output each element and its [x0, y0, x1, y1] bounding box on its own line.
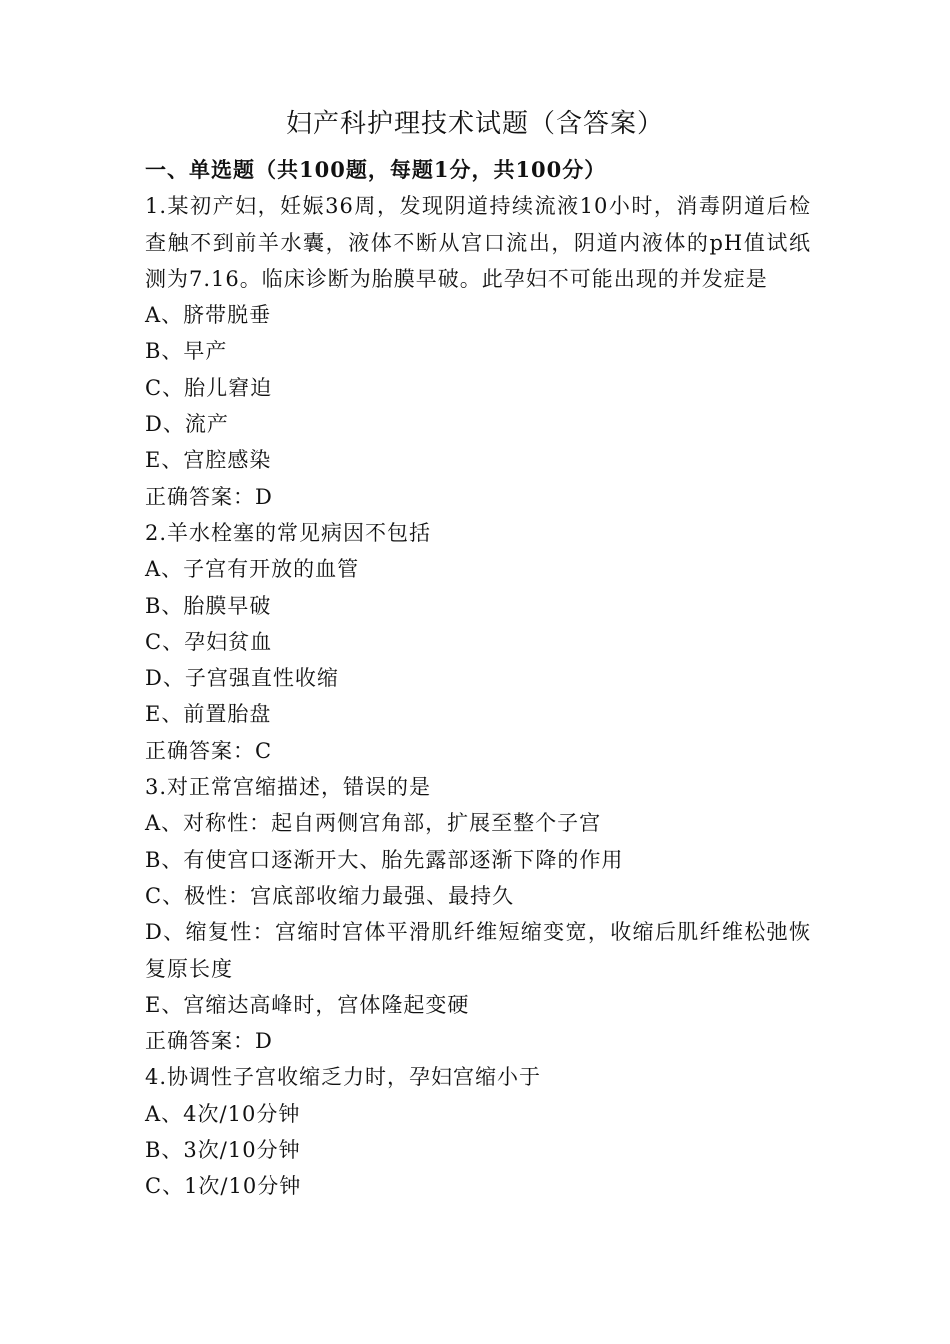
document-body: [145, 152, 811, 1205]
answer-option: C、1次/10分钟: [145, 1174, 302, 1199]
question-stem: 3.对正常宫缩描述，错误的是: [145, 775, 432, 800]
correct-answer: 正确答案：D: [145, 1029, 273, 1054]
answer-option: E、宫腔感染: [145, 448, 272, 473]
correct-answer: 正确答案：D: [145, 484, 273, 509]
answer-option: D、缩复性：宫缩时宫体平滑肌纤维短缩变宽，收缩后肌纤维松弛恢复原长度: [145, 920, 811, 981]
question-block: [145, 188, 811, 515]
document-title: 妇产科护理技术试题（含答案）: [285, 109, 664, 139]
question-block: [145, 1059, 811, 1204]
answer-option: A、子宫有开放的血管: [145, 557, 360, 582]
answer-option: E、前置胎盘: [145, 702, 272, 727]
question-block: [145, 515, 811, 769]
answer-option: D、子宫强直性收缩: [145, 666, 339, 691]
answer-option: A、脐带脱垂: [145, 303, 272, 328]
answer-option: A、4次/10分钟: [145, 1101, 301, 1126]
question-stem: 4.协调性子宫收缩乏力时，孕妇宫缩小于: [145, 1065, 542, 1090]
answer-option: B、有使宫口逐渐开大、胎先露部逐渐下降的作用: [145, 847, 624, 872]
question-block: [145, 769, 811, 1059]
question-stem: 1.某初产妇，妊娠36周，发现阴道持续流液10小时，消毒阴道后检查触不到前羊水囊，液体不断从宫口流出，阴道内液体的pH值试纸测为7.16。临床诊断为胎膜早破。此孕妇不可能出现的并发症是: [145, 194, 811, 291]
section-heading: 一、单选题（共100题，每题1分，共100分）: [145, 157, 607, 182]
answer-option: B、胎膜早破: [145, 593, 272, 618]
answer-option: C、胎儿窘迫: [145, 375, 273, 400]
answer-option: B、3次/10分钟: [145, 1138, 301, 1163]
answer-option: E、宫缩达高峰时，宫体隆起变硬: [145, 992, 470, 1017]
answer-option: C、极性：宫底部收缩力最强、最持久: [145, 883, 515, 908]
answer-option: A、对称性：起自两侧宫角部，扩展至整个子宫: [145, 811, 602, 836]
question-stem: 2.羊水栓塞的常见病因不包括: [145, 520, 432, 545]
answer-option: D、流产: [145, 412, 229, 437]
answer-option: C、孕妇贫血: [145, 629, 273, 654]
answer-option: B、早产: [145, 339, 228, 364]
correct-answer: 正确答案：C: [145, 738, 273, 763]
